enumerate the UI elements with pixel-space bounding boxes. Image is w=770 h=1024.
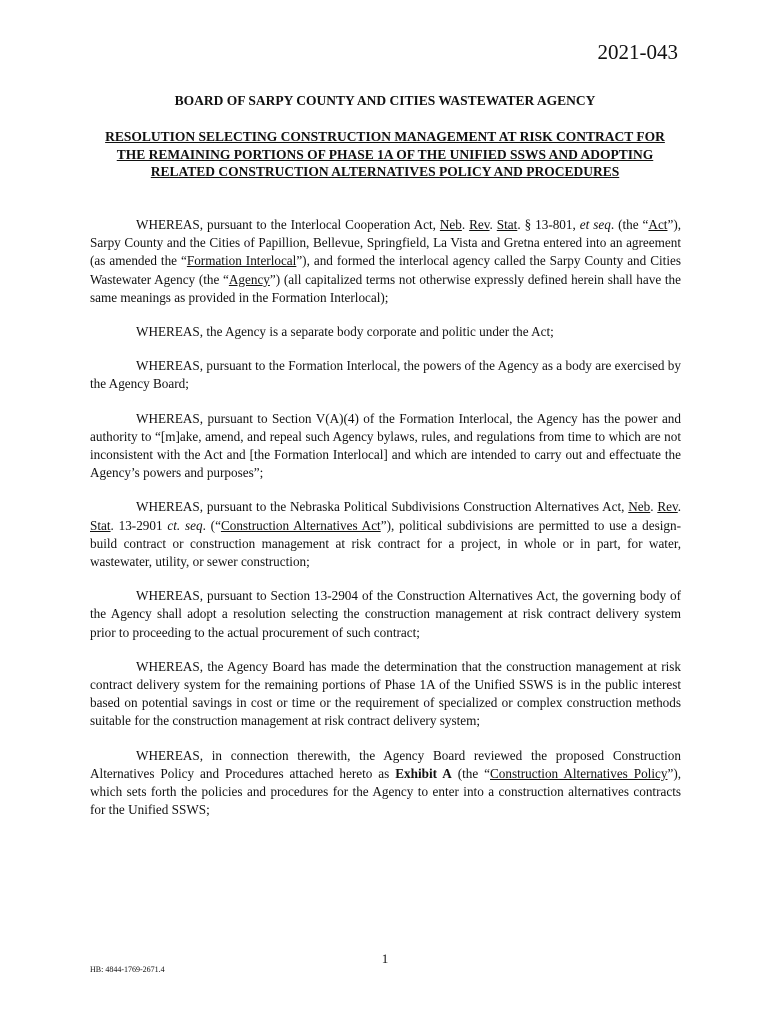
footer-document-code: HB: 4844-1769-2671.4 xyxy=(90,965,165,974)
formation-interlocal-defined-term: Formation Interlocal xyxy=(186,253,297,269)
act-defined-term: Act xyxy=(648,217,668,232)
whereas-paragraph-2: WHEREAS, the Agency is a separate body corporate and politic under the Act; xyxy=(136,324,554,340)
construction-alternatives-act-defined-term: Construction Alternatives Act xyxy=(220,517,381,533)
exhibit-a-reference: Exhibit A xyxy=(395,765,452,781)
construction-alternatives-policy-defined-term: Construction Alternatives Policy xyxy=(490,765,668,781)
whereas-paragraph-8: WHEREAS, in connection therewith, the Agency Board reviewed the proposed Construction Alternatives Policy and Procedures attached hereto as Exhibit A (the “Construction Alternatives Policy”), which sets forth the policies and procedures for the Agency to enter into a construction alternatives contracts for the Unified SSWS; xyxy=(90,747,682,818)
whereas-paragraph-4: WHEREAS, pursuant to Section V(A)(4) of the Formation Interlocal, the Agency has the power and authority to “[m]ake, amend, and repeal such Agency bylaws, rules, and regulations from time to which are not inconsistent with the Act and [the Formation Interlocal] and which are intended to carry out and effectuate the Agency’s powers and purposes”; xyxy=(90,410,681,481)
whereas-paragraph-6: WHEREAS, pursuant to Section 13-2904 of the Construction Alternatives Act, the governing body of the Agency shall adopt a resolution selecting the construction management at risk contract delivery system prior to proceeding to the actual procurement of such contract; xyxy=(90,588,681,640)
document-body xyxy=(90,216,681,835)
whereas-paragraph-3: WHEREAS, pursuant to the Formation Interlocal, the powers of the Agency as a body are exercised by the Agency Board; xyxy=(90,358,681,392)
whereas-paragraph-5: WHEREAS, pursuant to the Nebraska Political Subdivisions Construction Alternatives Act, Neb. Rev. Stat. 13-2901 ct. seq. (“Construction Alternatives Act”), political subdivisions are permitted to use a design-build contract or construction management at risk contract for a project, in whole or in part, for water, wastewater, utility, or sewer construction; xyxy=(90,499,682,570)
board-heading: BOARD OF SARPY COUNTY AND CITIES WASTEWATER AGENCY xyxy=(174,93,596,108)
whereas-paragraph-1: WHEREAS, pursuant to the Interlocal Cooperation Act, Neb. Rev. Stat. § 13-801, et seq. (the “Act”), Sarpy County and the Cities of Papillion, Bellevue, Springfield, La Vista and Gretna entered into an agreement (as amended the “Formation Interlocal”), and formed the interlocal agency called the Sarpy County and Cities Wastewater Agency (the “Agency”) (all capitalized terms not otherwise expressly defined herein shall have the same meanings as provided in the Formation Interlocal); xyxy=(90,217,682,305)
resolution-title: RESOLUTION SELECTING CONSTRUCTION MANAGEMENT AT RISK CONTRACT FOR THE REMAINING PORTIONS OF PHASE 1A OF THE UNIFIED SSWS AND ADOPTING RELATED CONSTRUCTION ALTERNATIVES POLICY AND PROCEDURES xyxy=(105,129,665,179)
whereas-paragraph-7: WHEREAS, the Agency Board has made the determination that the construction management at risk contract delivery system for the remaining portions of Phase 1A of the Unified SSWS is in the public interest based on potential savings in cost or time or the requirement of specialized or complex construction methods suitable for the construction management at risk contract delivery system; xyxy=(90,658,681,729)
agency-defined-term: Agency xyxy=(228,271,270,287)
document-number: 2021-043 xyxy=(597,40,678,64)
page-number: 1 xyxy=(381,951,389,966)
